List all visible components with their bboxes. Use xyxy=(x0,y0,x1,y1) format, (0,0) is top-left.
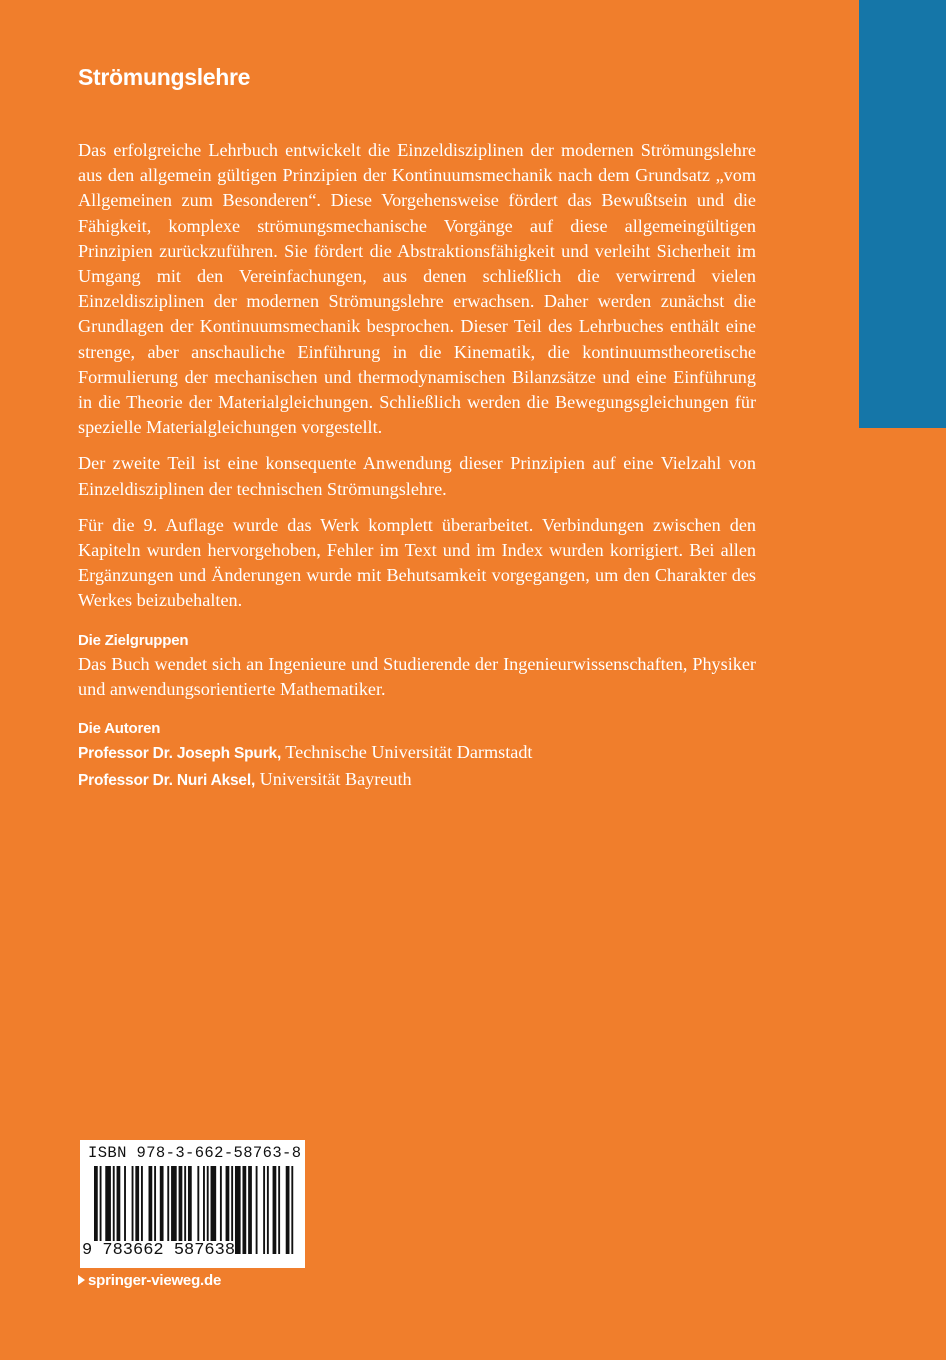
isbn-barcode xyxy=(80,1140,305,1268)
blurb-paragraph-3: Für die 9. Auflage wurde das Werk komplett überarbeitet. Verbindungen zwischen den Kapiteln wurden hervorgehoben, Fehler im Text und im Index wurden korrigiert. Bei allen Ergänzungen und Änderungen wurde mit Behutsamkeit vorgegangen, um den Charakter des Werkes beizubehalten. xyxy=(78,514,756,611)
accent-color-strip xyxy=(859,0,946,428)
target-group-heading: Die Zielgruppen xyxy=(78,631,189,649)
isbn-number: ISBN 978-3-662-58763-8 xyxy=(88,1144,302,1162)
author-entry xyxy=(78,740,756,767)
target-group-text: Das Buch wendet sich an Ingenieure und Studierende der Ingenieurwissenschaften, Physiker und anwendungsorientierte Mathematiker. xyxy=(78,653,756,699)
triangle-right-icon xyxy=(78,1275,85,1285)
barcode-digit-text: 9 783662 587638 xyxy=(82,1241,236,1260)
website-label: springer-vieweg.de xyxy=(88,1272,222,1289)
blurb-paragraph-2: Der zweite Teil ist eine konsequente Anwendung dieser Prinzipien auf eine Vielzahl von Einzeldisziplinen der technischen Strömungslehre. xyxy=(78,453,756,499)
barcode-digits xyxy=(82,1241,304,1260)
authors-heading: Die Autoren xyxy=(78,720,161,738)
blurb-content xyxy=(78,138,756,793)
author-affiliation: Technische Universität Darmstadt xyxy=(281,742,533,763)
blurb-paragraph-1: Das erfolgreiche Lehrbuch entwickelt die Einzeldisziplinen der modernen Strömungslehre aus den allgemein gültigen Prinzipien der Kontinuumsmechanik nach dem Grundsatz „vom Allgemeinen zum Besonderen“. Diese Vorgehensweise fördert das Bewußtsein und die Fähigkeit, komplexe strömungsmechanische Vorgänge auf diese allgemeingültigen Prinzipien zurückzuführen. Sie fördert die Abstraktionsfähigkeit und verleiht Sicherheit im Umgang mit den Vereinfachungen, aus denen schließlich die verwirrend vielen Einzeldisziplinen der modernen Strömungslehre erwachsen. Daher werden zunächst die Grundlagen der Kontinuumsmechanik besprochen. Dieser Teil des Lehrbuches enthält eine strenge, aber anschauliche Einführung in die Kinematik, die kontinuumstheoretische Formulierung der mechanischen und thermodynamischen Bilanzsätze und eine Einführung in die Theorie der Materialgleichungen. Schließlich werden die Bewegungsgleichungen für spezielle Materialgleichungen vorgestellt. xyxy=(78,140,756,438)
author-name: Professor Dr. Nuri Aksel, xyxy=(78,771,256,789)
author-entry xyxy=(78,767,756,794)
publisher-website[interactable] xyxy=(78,1272,221,1289)
author-name: Professor Dr. Joseph Spurk, xyxy=(78,745,282,763)
book-title: Strömungslehre xyxy=(78,64,251,90)
author-affiliation: Universität Bayreuth xyxy=(255,768,412,789)
